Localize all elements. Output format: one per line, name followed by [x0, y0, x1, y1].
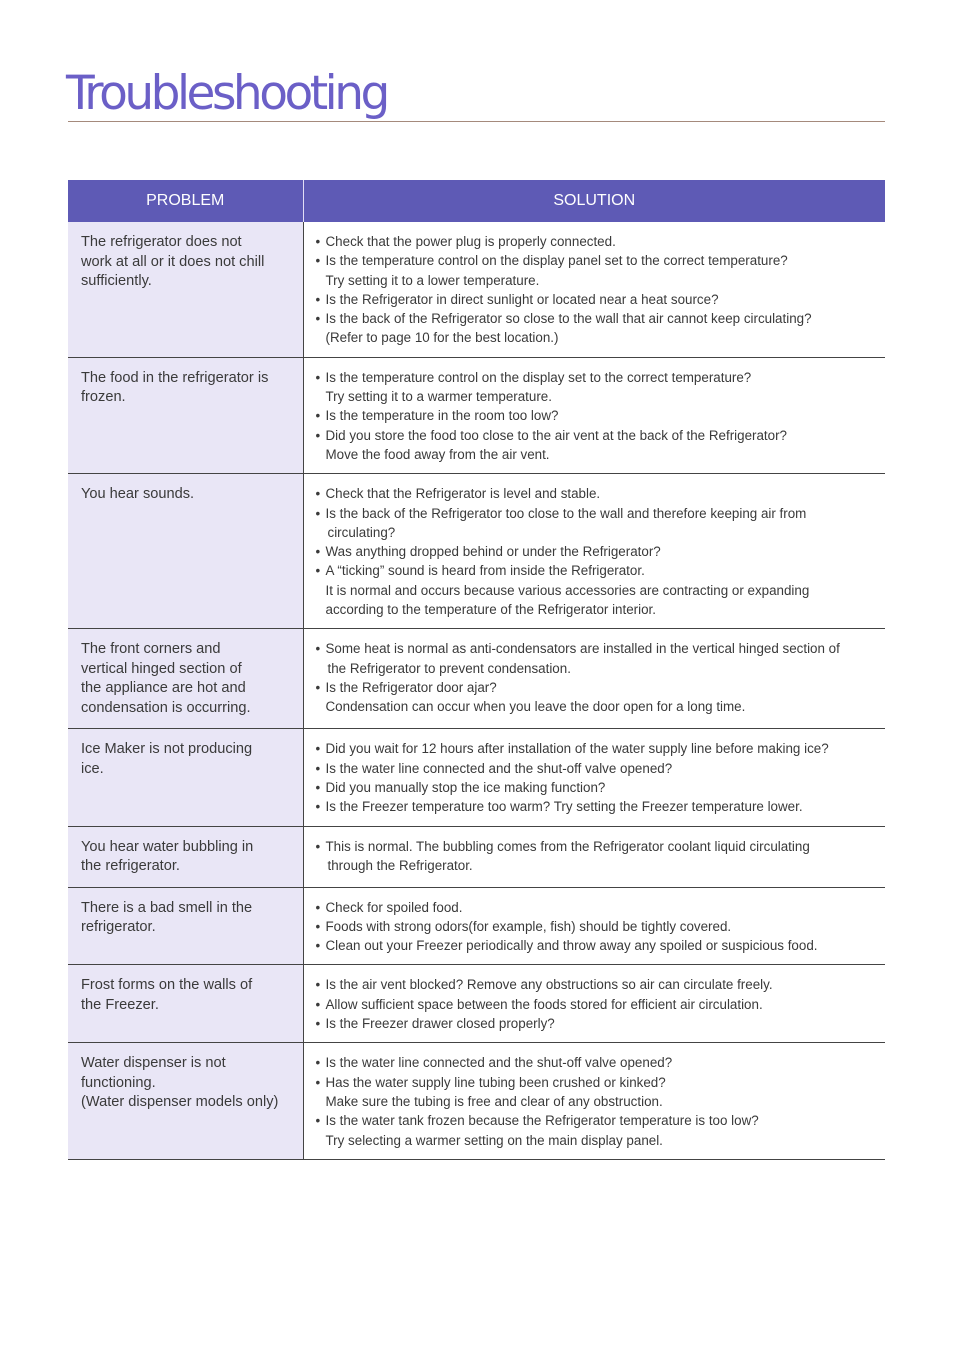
table-row — [68, 729, 885, 826]
solution-text: Is the back of the Refrigerator so close to the wall that air cannot keep circulating? — [325, 311, 812, 327]
solution-cell — [303, 826, 885, 887]
solution-text: Move the food away from the air vent. — [325, 446, 550, 462]
solution-bullet-item — [316, 251, 878, 270]
bullet-icon: • — [315, 1055, 321, 1071]
bullet-icon: • — [315, 563, 321, 579]
solution-bullet-item — [316, 739, 878, 758]
solution-bullet-item — [316, 1073, 878, 1092]
solution-text: Did you wait for 12 hours after installation of the water supply line before making ice? — [325, 741, 829, 757]
solution-cell — [303, 729, 885, 826]
solution-text: Check for spoiled food. — [325, 899, 463, 915]
solution-text: Is the temperature control on the display panel set to the correct temperature? — [325, 253, 788, 269]
solution-bullet-item — [316, 290, 878, 309]
problem-text: Ice Maker is not producing ice. — [81, 741, 253, 777]
solution-bullet-item — [316, 837, 878, 856]
solution-text: Is the Refrigerator door ajar? — [325, 679, 497, 695]
solution-text: Is the water line connected and the shut-off valve opened? — [325, 760, 673, 776]
table-row — [68, 887, 885, 965]
troubleshooting-table — [68, 180, 885, 1160]
solution-text: It is normal and occurs because various accessories are contracting or expanding — [325, 582, 810, 598]
bullet-icon: • — [315, 291, 321, 307]
problem-text: The food in the refrigerator is frozen. — [81, 369, 269, 406]
solution-column-header: SOLUTION — [303, 180, 885, 222]
solution-text: Is the Freezer temperature too warm? Try setting the Freezer temperature lower. — [325, 799, 803, 815]
solution-bullet-item — [316, 368, 878, 387]
problem-cell — [68, 222, 303, 357]
problem-text: Water dispenser is not functioning. (Water dispenser models only) — [81, 1055, 279, 1111]
solution-bullet-item — [316, 1111, 878, 1130]
table-row — [68, 629, 885, 729]
solution-cell — [303, 357, 885, 473]
solution-continuation-line — [316, 659, 878, 678]
title-divider — [68, 121, 885, 122]
solution-text: A “ticking” sound is heard from inside the Refrigerator. — [325, 563, 645, 579]
bullet-icon: • — [315, 938, 321, 954]
bullet-icon: • — [315, 408, 321, 424]
solution-bullet-item — [316, 1053, 878, 1072]
bullet-icon: • — [315, 779, 321, 795]
problem-text: The front corners and vertical hinged section of the appliance are hot and condensation is occurring. — [81, 641, 251, 716]
solution-cell — [303, 965, 885, 1043]
solution-text: according to the temperature of the Refrigerator interior. — [325, 602, 656, 618]
solution-bullet-item — [316, 898, 878, 917]
table-row — [68, 826, 885, 887]
solution-bullet-item — [316, 778, 878, 797]
problem-cell — [68, 629, 303, 729]
solution-bullet-item — [316, 759, 878, 778]
solution-text: Try setting it to a warmer temperature. — [325, 389, 552, 405]
problem-text: You hear water bubbling in the refrigerator. — [81, 838, 254, 875]
solution-cell — [303, 629, 885, 729]
solution-bullet-item — [316, 542, 878, 561]
solution-text: Is the temperature in the room too low? — [325, 408, 559, 424]
bullet-icon: • — [315, 996, 321, 1012]
solution-bullet-item — [316, 406, 878, 425]
table-header-row — [68, 180, 885, 222]
solution-cell — [303, 474, 885, 629]
solution-continuation-line — [316, 581, 878, 600]
bullet-icon: • — [315, 918, 321, 934]
solution-text: Make sure the tubing is free and clear of any obstruction. — [325, 1093, 663, 1109]
bullet-icon: • — [315, 1113, 321, 1129]
solution-cell — [303, 222, 885, 357]
solution-text: Foods with strong odors(for example, fish) should be tightly covered. — [325, 918, 732, 934]
solution-continuation-line — [316, 523, 878, 542]
problem-cell — [68, 965, 303, 1043]
solution-text: Has the water supply line tubing been crushed or kinked? — [325, 1074, 666, 1090]
solution-continuation-line — [316, 600, 878, 619]
problem-text: You hear sounds. — [81, 486, 195, 503]
solution-text: Allow sufficient space between the foods stored for efficient air circulation. — [325, 996, 763, 1012]
bullet-icon: • — [315, 899, 321, 915]
solution-text: This is normal. The bubbling comes from the Refrigerator coolant liquid circulating — [325, 838, 810, 854]
problem-text: Frost forms on the walls of the Freezer. — [81, 977, 253, 1013]
problem-cell — [68, 357, 303, 473]
bullet-icon: • — [315, 799, 321, 815]
bullet-icon: • — [315, 505, 321, 521]
solution-continuation-line — [316, 445, 878, 464]
solution-bullet-item — [316, 917, 878, 936]
page-title: Troubleshooting — [66, 66, 387, 121]
solution-text: Check that the Refrigerator is level and stable. — [325, 486, 601, 502]
solution-bullet-item — [316, 426, 878, 445]
solution-bullet-item — [316, 1014, 878, 1033]
table-row — [68, 965, 885, 1043]
solution-bullet-item — [316, 309, 878, 328]
bullet-icon: • — [315, 369, 321, 385]
solution-text: Is the Refrigerator in direct sunlight or located near a heat source? — [325, 291, 719, 307]
problem-cell — [68, 826, 303, 887]
table-row — [68, 357, 885, 473]
table-row — [68, 222, 885, 357]
bullet-icon: • — [315, 311, 321, 327]
solution-bullet-item — [316, 975, 878, 994]
problem-cell — [68, 887, 303, 965]
solution-text: Is the temperature control on the display set to the correct temperature? — [325, 369, 752, 385]
solution-bullet-item — [316, 995, 878, 1014]
bullet-icon: • — [315, 544, 321, 560]
bullet-icon: • — [315, 1074, 321, 1090]
solution-text: circulating? — [327, 524, 396, 540]
bullet-icon: • — [315, 741, 321, 757]
bullet-icon: • — [315, 760, 321, 776]
solution-continuation-line — [316, 271, 878, 290]
bullet-icon: • — [315, 427, 321, 443]
solution-bullet-item — [316, 639, 878, 658]
solution-bullet-item — [316, 504, 878, 523]
problem-text: The refrigerator does not work at all or it does not chill sufficiently. — [81, 234, 265, 289]
solution-continuation-line — [316, 1092, 878, 1111]
solution-text: Is the Freezer drawer closed properly? — [325, 1016, 555, 1032]
solution-continuation-line — [316, 387, 878, 406]
bullet-icon: • — [315, 253, 321, 269]
solution-text: Is the water line connected and the shut-off valve opened? — [325, 1055, 673, 1071]
solution-text: Check that the power plug is properly connected. — [325, 234, 616, 249]
solution-text: through the Refrigerator. — [327, 857, 473, 873]
bullet-icon: • — [315, 486, 321, 502]
solution-text: Try selecting a warmer setting on the main display panel. — [325, 1132, 663, 1148]
bullet-icon: • — [315, 838, 321, 854]
solution-bullet-item — [316, 561, 878, 580]
solution-text: Condensation can occur when you leave the door open for a long time. — [325, 699, 746, 715]
solution-text: Try setting it to a lower temperature. — [325, 272, 540, 288]
problem-column-header: PROBLEM — [68, 180, 303, 222]
solution-text: Was anything dropped behind or under the Refrigerator? — [325, 544, 661, 560]
solution-text: Did you manually stop the ice making function? — [325, 779, 606, 795]
solution-text: Some heat is normal as anti-condensators are installed in the vertical hinged section of — [325, 641, 840, 657]
solution-text: Did you store the food too close to the air vent at the back of the Refrigerator? — [325, 427, 787, 443]
solution-bullet-item — [316, 678, 878, 697]
problem-text: There is a bad smell in the refrigerator. — [81, 899, 253, 936]
problem-cell — [68, 474, 303, 629]
solution-continuation-line — [316, 856, 878, 875]
bullet-icon: • — [315, 1016, 321, 1032]
solution-cell — [303, 1043, 885, 1159]
problem-cell — [68, 729, 303, 826]
solution-cell — [303, 887, 885, 965]
table-row — [68, 474, 885, 629]
solution-continuation-line — [316, 328, 878, 347]
bullet-icon: • — [315, 977, 321, 993]
solution-text: Is the back of the Refrigerator too close to the wall and therefore keeping air from — [325, 505, 807, 521]
solution-text: Is the water tank frozen because the Refrigerator temperature is too low? — [325, 1113, 759, 1129]
solution-bullet-item — [316, 936, 878, 955]
bullet-icon: • — [315, 679, 321, 695]
solution-bullet-item — [316, 484, 878, 503]
table-row — [68, 1043, 885, 1159]
bullet-icon: • — [315, 641, 321, 657]
solution-text: Clean out your Freezer periodically and throw away any spoiled or suspicious food. — [325, 938, 818, 954]
solution-bullet-item — [316, 232, 878, 251]
solution-text: (Refer to page 10 for the best location.) — [325, 330, 559, 346]
solution-text: Is the air vent blocked? Remove any obstructions so air can circulate freely. — [325, 977, 773, 993]
solution-bullet-item — [316, 797, 878, 816]
solution-continuation-line — [316, 697, 878, 716]
problem-cell — [68, 1043, 303, 1159]
bullet-icon: • — [315, 234, 321, 249]
solution-continuation-line — [316, 1131, 878, 1150]
solution-text: the Refrigerator to prevent condensation. — [327, 660, 571, 676]
